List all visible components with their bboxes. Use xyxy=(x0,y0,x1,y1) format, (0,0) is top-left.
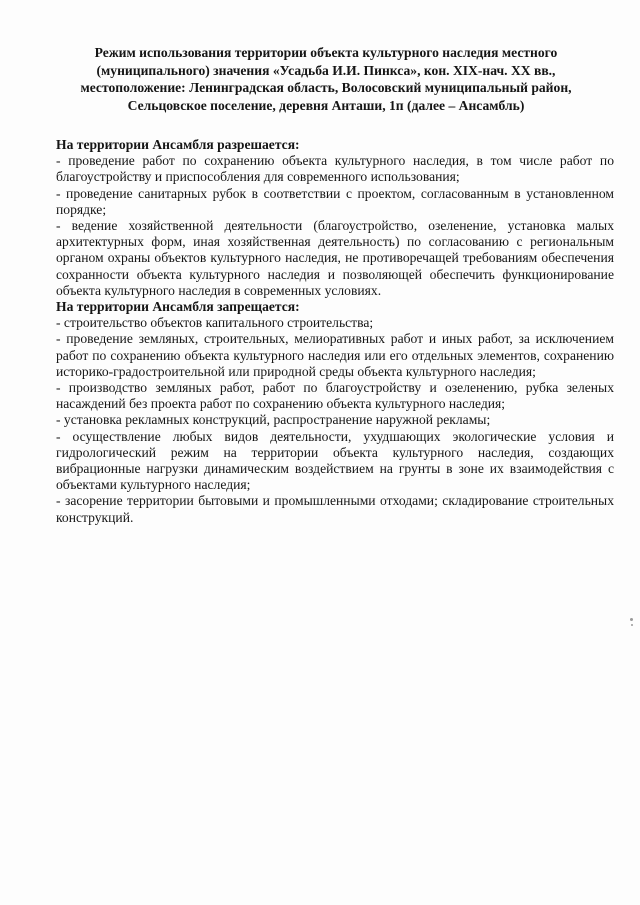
prohibited-item: - засорение территории бытовыми и промышленными отходами; складирование строительных конструкций. xyxy=(56,493,614,525)
permitted-item: - проведение работ по сохранению объекта культурного наследия, в том числе работ по благоустройству и приспособления для современного использования; xyxy=(56,153,614,185)
document-title: Режим использования территории объекта культурного наследия местного (муниципального) значения «Усадьба И.И. Пинкса», кон. XIX-нач. XX вв., местоположение: Ленинградская область, Волосовский муниципальный район, Сельцовское поселение, деревня Анташи, 1п (далее – Ансамбль) xyxy=(80,45,572,113)
document-body xyxy=(56,137,614,526)
prohibited-item: - производство земляных работ, работ по благоустройству и озеленению, рубка зеленых насаждений без проекта работ по сохранению объекта культурного наследия; xyxy=(56,380,614,412)
scan-speck xyxy=(631,624,633,626)
permitted-heading: На территории Ансамбля разрешается: xyxy=(56,137,300,152)
prohibited-item: - строительство объектов капитального строительства; xyxy=(56,315,374,331)
prohibited-item: - установка рекламных конструкций, распространение наружной рекламы; xyxy=(56,412,491,428)
scan-speck xyxy=(630,618,633,621)
prohibited-item: - осуществление любых видов деятельности, ухудшающих экологические условия и гидрологический режим на территории объекта культурного наследия, создающих вибрационные нагрузки динамическим воздействием на грунты в зоне их взаимодействия с объектами культурного наследия; xyxy=(56,428,614,493)
prohibited-item: - проведение земляных, строительных, мелиоративных работ и иных работ, за исключением работ по сохранению объекта культурного наследия или его отдельных элементов, сохранению историко-градостроительной или природной среды объекта культурного наследия; xyxy=(56,331,614,379)
permitted-item: - ведение хозяйственной деятельности (благоустройство, озеленение, установка малых архитектурных форм, иная хозяйственная деятельность) по согласованию с региональным органом охраны объектов культурного наследия, не противоречащей требованиям обеспечения сохранности объекта культурного наследия и позволяющей обеспечить функционирование объекта культурного наследия в современных условиях. xyxy=(56,218,614,298)
permitted-item: - проведение санитарных рубок в соответствии с проектом, согласованным в установленном порядке; xyxy=(56,185,614,217)
prohibited-heading: На территории Ансамбля запрещается: xyxy=(56,299,300,315)
